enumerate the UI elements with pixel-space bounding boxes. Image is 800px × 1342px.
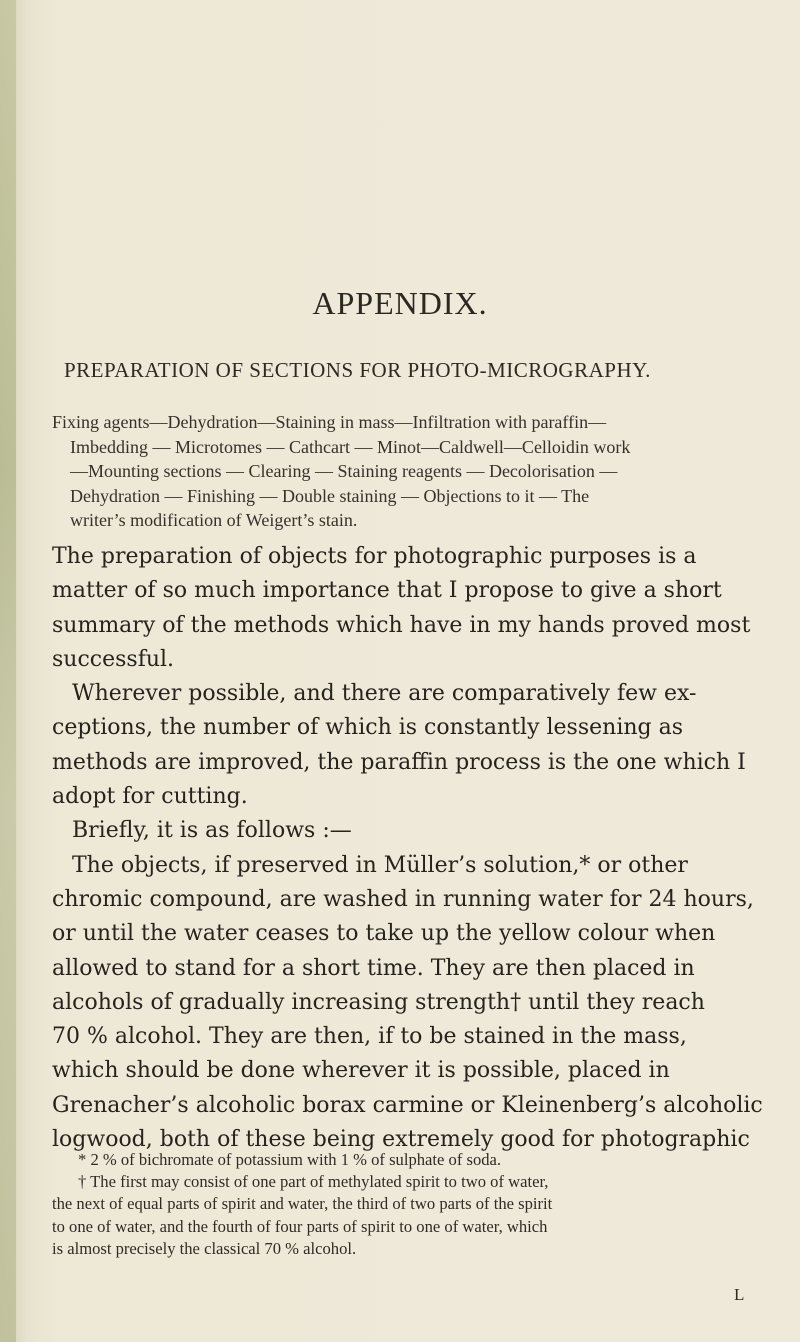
synopsis-line: writer’s modification of Weigert’s stain. <box>70 510 358 530</box>
body-line: chromic compound, are washed in running water for 24 hours, <box>52 886 754 912</box>
footnote-line: to one of water, and the fourth of four parts of spirit to one of water, which <box>52 1216 548 1236</box>
body-line: adopt for cutting. <box>52 784 248 810</box>
body-line: summary of the methods which have in my hands proved most <box>52 612 751 638</box>
signature-mark: L <box>734 1285 745 1304</box>
synopsis-line: Dehydration — Finishing — Double staining — Objections to it — The <box>70 485 590 506</box>
body-line: allowed to stand for a short time. They are then placed in <box>52 955 695 981</box>
appendix-heading: APPENDIX. <box>312 285 488 321</box>
body-line: ceptions, the number of which is constantly lessening as <box>52 715 684 741</box>
body-line: Briefly, it is as follows :— <box>72 818 352 844</box>
body-line: Wherever possible, and there are comparatively few ex- <box>72 681 697 707</box>
body-line: alcohols of gradually increasing strength† until they reach <box>52 989 705 1015</box>
chapter-synopsis <box>52 410 764 533</box>
body-line: successful. <box>52 646 175 672</box>
synopsis-line: Imbedding — Microtomes — Cathcart — Minot—Caldwell—Celloidin work <box>70 436 631 457</box>
synopsis-line: —Mounting sections — Clearing — Staining reagents — Decolorisation — <box>70 461 618 481</box>
body-line: 70 % alcohol. They are then, if to be stained in the mass, <box>52 1024 687 1050</box>
footnote-line: † The first may consist of one part of methylated spirit to two of water, <box>78 1172 549 1192</box>
body-line: which should be done wherever it is possible, placed in <box>52 1058 670 1084</box>
body-text <box>52 540 772 1157</box>
footnote-line: is almost precisely the classical 70 % alcohol. <box>52 1238 357 1258</box>
body-line: methods are improved, the paraffin process is the one which I <box>52 749 746 775</box>
body-line: matter of so much importance that I propose to give a short <box>52 578 722 604</box>
body-line: or until the water ceases to take up the yellow colour when <box>52 921 716 947</box>
section-title: PREPARATION OF SECTIONS FOR PHOTO-MICROGRAPHY. <box>64 358 651 382</box>
footnote-line: * 2 % of bichromate of potassium with 1 % of sulphate of soda. <box>78 1150 502 1169</box>
synopsis-line: Fixing agents—Dehydration—Staining in mass—Infiltration with paraffin— <box>52 412 607 432</box>
body-line: The preparation of objects for photographic purposes is a <box>52 544 697 569</box>
body-line: logwood, both of these being extremely good for photographic <box>52 1127 750 1153</box>
footnote-line: the next of equal parts of spirit and water, the third of two parts of the spirit <box>52 1194 553 1214</box>
body-line: The objects, if preserved in Müller’s solution,* or other <box>72 852 688 878</box>
body-line: Grenacher’s alcoholic borax carmine or Kleinenberg’s alcoholic <box>52 1092 763 1118</box>
footnotes <box>52 1149 772 1260</box>
